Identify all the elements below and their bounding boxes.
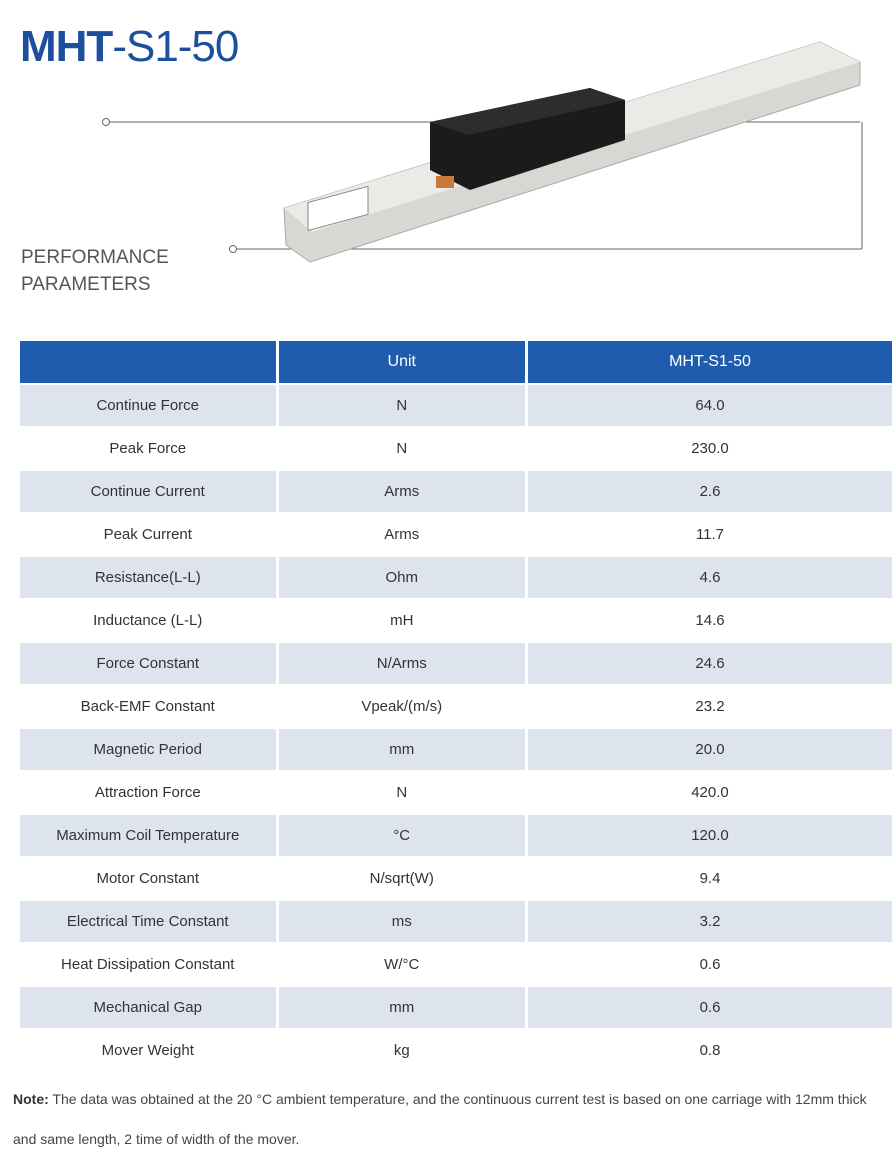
cell-value: 11.7: [528, 513, 892, 556]
note-text: The data was obtained at the 20 °C ambient temperature, and the continuous current test is based on one carriage with 12mm thick and same length, 2 time of width of the mover.: [13, 1091, 867, 1147]
cell-value: 120.0: [528, 814, 892, 857]
cell-parameter: Electrical Time Constant: [20, 900, 276, 943]
cell-unit: mH: [279, 599, 525, 642]
table-row: [20, 1029, 892, 1072]
cell-unit: N/Arms: [279, 642, 525, 685]
cell-value: 2.6: [528, 470, 892, 513]
cell-unit: ms: [279, 900, 525, 943]
cell-unit: Arms: [279, 513, 525, 556]
cell-parameter: Continue Current: [20, 470, 276, 513]
cell-unit: kg: [279, 1029, 525, 1072]
cell-parameter: Motor Constant: [20, 857, 276, 900]
table-row: [20, 943, 892, 986]
table-row: [20, 771, 892, 814]
cell-parameter: Heat Dissipation Constant: [20, 943, 276, 986]
cell-parameter: Back-EMF Constant: [20, 685, 276, 728]
table-row: [20, 513, 892, 556]
parameters-table: [17, 341, 895, 1072]
cell-value: 4.6: [528, 556, 892, 599]
cell-value: 0.6: [528, 943, 892, 986]
cell-value: 64.0: [528, 384, 892, 427]
cell-unit: Ohm: [279, 556, 525, 599]
cell-parameter: Mechanical Gap: [20, 986, 276, 1029]
cell-value: 230.0: [528, 427, 892, 470]
footnote: [13, 1079, 883, 1159]
table-row: [20, 642, 892, 685]
section-heading: [21, 244, 169, 298]
cell-parameter: Peak Current: [20, 513, 276, 556]
cell-value: 20.0: [528, 728, 892, 771]
cell-parameter: Mover Weight: [20, 1029, 276, 1072]
cell-value: 14.6: [528, 599, 892, 642]
table-header: [20, 341, 892, 384]
cell-parameter: Peak Force: [20, 427, 276, 470]
cell-value: 24.6: [528, 642, 892, 685]
section-heading-line1: PERFORMANCE: [21, 247, 169, 268]
header-model: MHT-S1-50: [528, 341, 892, 384]
cell-value: 0.6: [528, 986, 892, 1029]
table-row: [20, 900, 892, 943]
table-row: [20, 427, 892, 470]
cell-parameter: Inductance (L-L): [20, 599, 276, 642]
table-row: [20, 728, 892, 771]
cell-unit: N: [279, 427, 525, 470]
table-row: [20, 857, 892, 900]
cell-unit: W/°C: [279, 943, 525, 986]
cell-parameter: Continue Force: [20, 384, 276, 427]
note-label: Note:: [13, 1091, 49, 1107]
cell-unit: Vpeak/(m/s): [279, 685, 525, 728]
table-row: [20, 599, 892, 642]
table-row: [20, 470, 892, 513]
cell-value: 3.2: [528, 900, 892, 943]
cell-parameter: Resistance(L-L): [20, 556, 276, 599]
table-row: [20, 986, 892, 1029]
cell-unit: N/sqrt(W): [279, 857, 525, 900]
cell-value: 9.4: [528, 857, 892, 900]
title-bold: MHT: [20, 22, 113, 71]
cell-unit: Arms: [279, 470, 525, 513]
cell-value: 420.0: [528, 771, 892, 814]
table-row: [20, 556, 892, 599]
cell-unit: N: [279, 771, 525, 814]
cell-unit: N: [279, 384, 525, 427]
section-heading-line2: PARAMETERS: [21, 274, 151, 295]
cell-parameter: Force Constant: [20, 642, 276, 685]
header-unit: Unit: [279, 341, 525, 384]
header-parameter: [20, 341, 276, 384]
cell-unit: mm: [279, 728, 525, 771]
cell-value: 0.8: [528, 1029, 892, 1072]
table-row: [20, 814, 892, 857]
cell-parameter: Magnetic Period: [20, 728, 276, 771]
cell-unit: mm: [279, 986, 525, 1029]
cell-parameter: Maximum Coil Temperature: [20, 814, 276, 857]
table-row: [20, 384, 892, 427]
cell-unit: °C: [279, 814, 525, 857]
cell-value: 23.2: [528, 685, 892, 728]
table-row: [20, 685, 892, 728]
title-model: -S1-50: [112, 22, 239, 71]
cell-parameter: Attraction Force: [20, 771, 276, 814]
